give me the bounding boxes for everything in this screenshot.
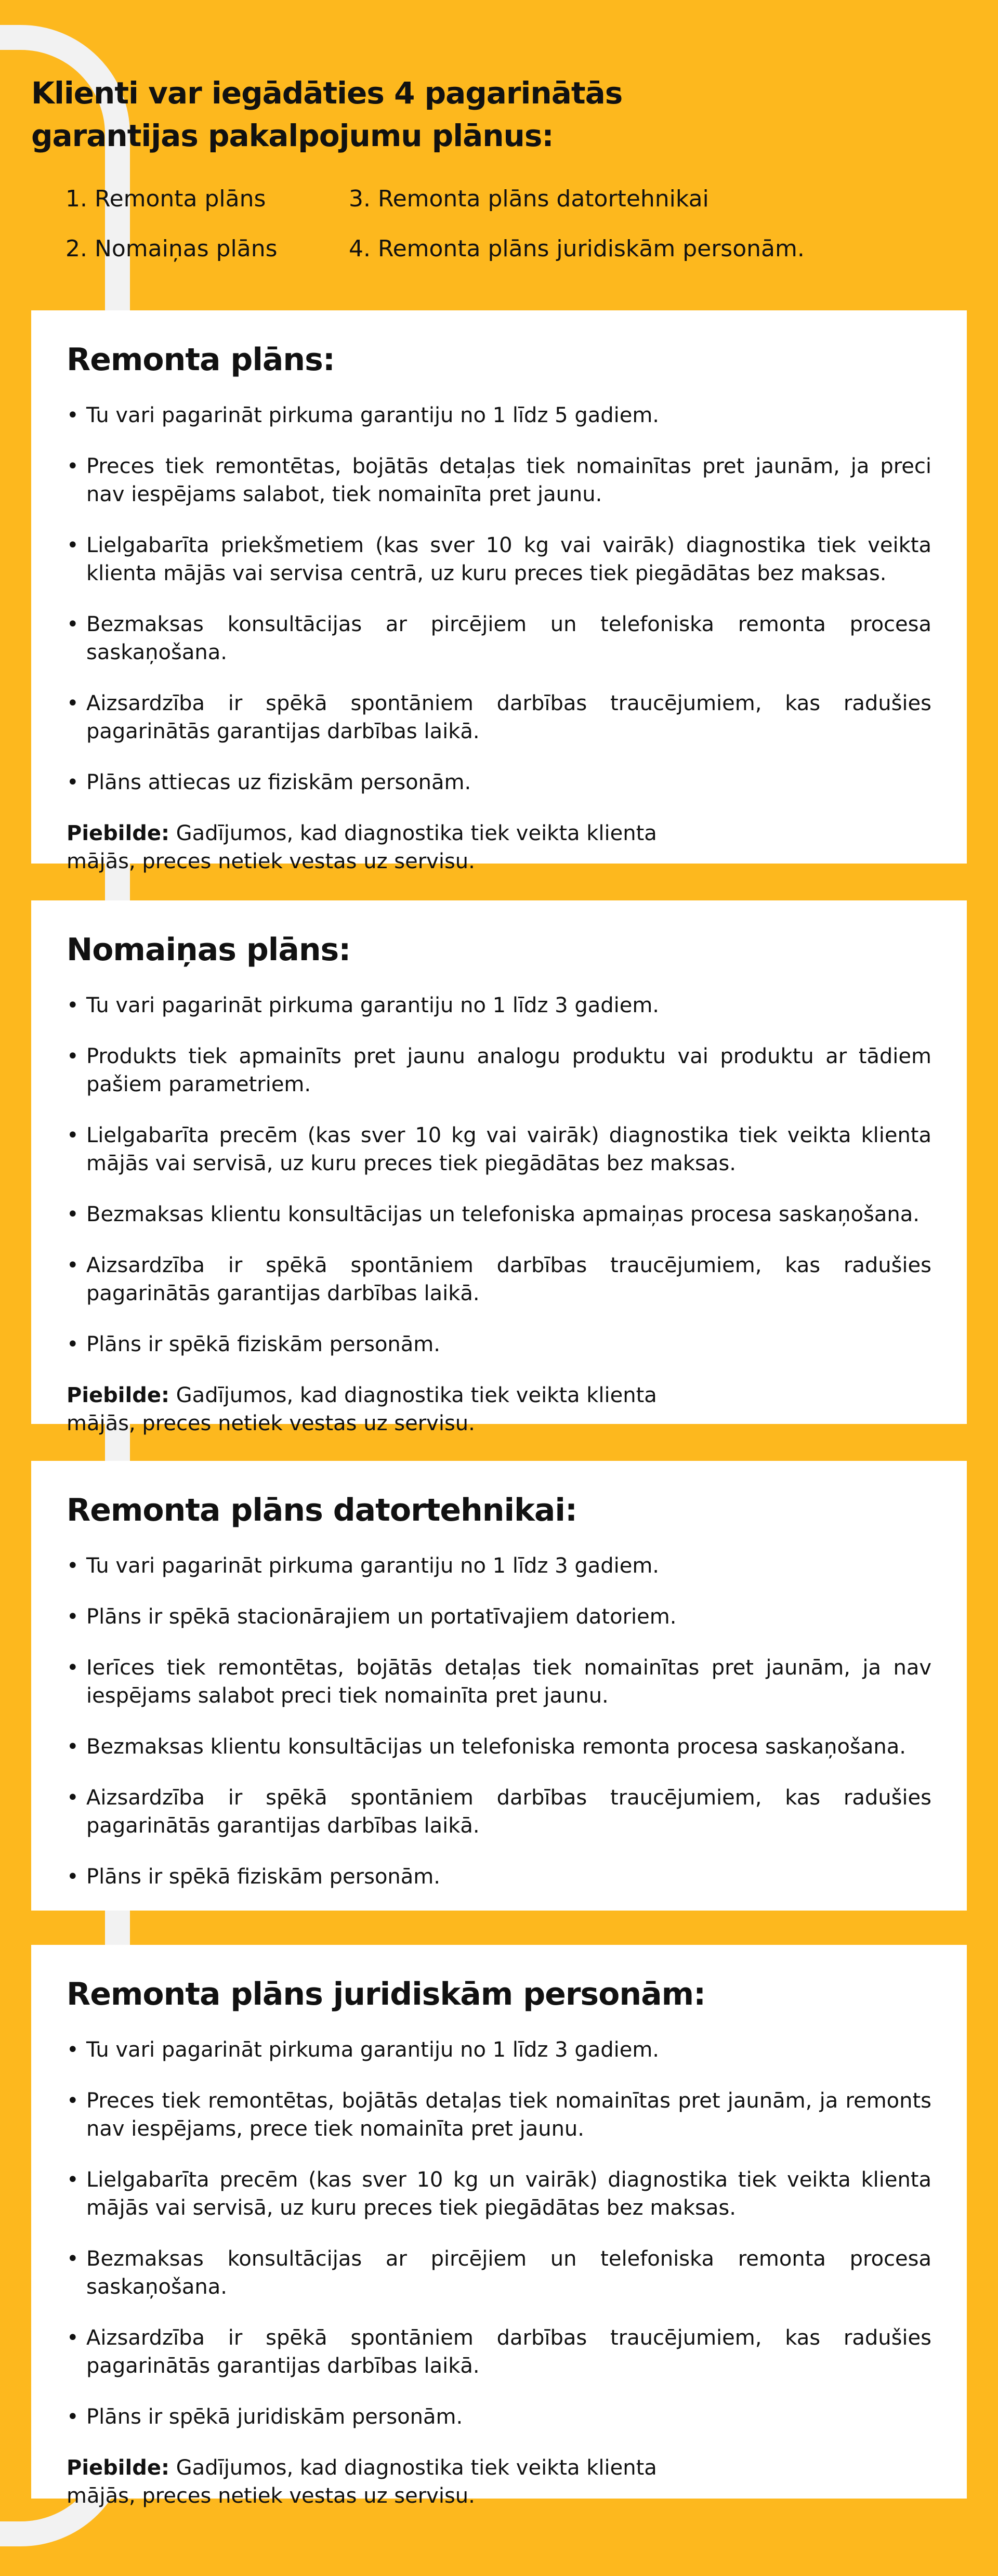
- plan-feature-item: • Lielgabarīta precēm (kas sver 10 kg un vairāk) diagnostika tiek veikta klienta mājās vai servisā, uz kuru preces tiek piegādātas bez maksas.: [67, 2166, 931, 2222]
- plan-card-computer-repair: [31, 1461, 967, 1911]
- plan-features-list: [67, 1552, 931, 1891]
- plan-feature-item: • Preces tiek remontētas, bojātās detaļas tiek nomainītas pret jaunām, ja remonts nav iespējams, prece tiek nomainīta pret jaunu.: [67, 2087, 931, 2143]
- plan-card-legal-entities: [31, 1945, 967, 2508]
- plan-list-item: 3. Remonta plāns datortehnikai: [349, 186, 709, 212]
- intro-section: [31, 72, 956, 262]
- plan-feature-item: • Plāns ir spēkā fiziskām personām.: [67, 1863, 931, 1891]
- plan-feature-item: • Lielgabarīta precēm (kas sver 10 kg vai vairāk) diagnostika tiek veikta klienta mājās vai servisā, uz kuru preces tiek piegādātas bez maksas.: [67, 1121, 931, 1178]
- note-label: Piebilde:: [67, 1383, 169, 1407]
- plan-feature-item: • Produkts tiek apmainīts pret jaunu analogu produktu vai produktu ar tādiem pašiem parametriem.: [67, 1042, 931, 1099]
- plan-note: [67, 819, 716, 875]
- plan-feature-item: • Aizsardzība ir spēkā spontāniem darbības traucējumiem, kas radušies pagarinātās garantijas darbības laikā.: [67, 2324, 931, 2380]
- plan-list-item: 4. Remonta plāns juridiskām personām.: [349, 236, 805, 262]
- plan-feature-item: • Aizsardzība ir spēkā spontāniem darbības traucējumiem, kas radušies pagarinātās garantijas darbības laikā.: [67, 1251, 931, 1307]
- plan-card-title: Remonta plāns:: [67, 342, 335, 378]
- plan-feature-item: • Lielgabarīta priekšmetiem (kas sver 10 kg vai vairāk) diagnostika tiek veikta klienta mājās vai servisa centrā, uz kuru preces tiek piegādātas bez maksas.: [67, 531, 931, 587]
- plan-card-replacement: [31, 900, 967, 1435]
- plan-card-title: Remonta plāns juridiskām personām:: [67, 1976, 706, 2012]
- plan-note: [67, 1381, 716, 1437]
- plan-list-item: 1. Remonta plāns: [65, 186, 266, 212]
- plan-list: [65, 186, 845, 262]
- note-label: Piebilde:: [67, 2456, 169, 2480]
- plan-list-item: 2. Nomaiņas plāns: [65, 236, 278, 262]
- plan-feature-item: • Tu vari pagarināt pirkuma garantiju no 1 līdz 3 gadiem.: [67, 2036, 931, 2064]
- note-text: Gadījumos, kad diagnostika tiek veikta klienta mājās, preces netiek vestas uz servisu.: [67, 1383, 657, 1435]
- plan-feature-item: • Tu vari pagarināt pirkuma garantiju no 1 līdz 3 gadiem.: [67, 1552, 931, 1580]
- plan-feature-item: • Ierīces tiek remontētas, bojātās detaļas tiek nomainītas pret jaunām, ja nav iespējams salabot preci tiek nomainīta pret jaunu.: [67, 1654, 931, 1710]
- plan-feature-item: • Tu vari pagarināt pirkuma garantiju no 1 līdz 5 gadiem.: [67, 401, 931, 429]
- plan-card-title: Remonta plāns datortehnikai:: [67, 1492, 577, 1528]
- note-text: Gadījumos, kad diagnostika tiek veikta klienta mājās, preces netiek vestas uz servisu.: [67, 821, 657, 873]
- plan-feature-item: • Bezmaksas konsultācijas ar pircējiem un telefoniska remonta procesa saskaņošana.: [67, 2245, 931, 2301]
- plan-feature-item: • Plāns ir spēkā fiziskām personām.: [67, 1330, 931, 1358]
- plan-features-list: [67, 991, 931, 1358]
- page-title: Klienti var iegādāties 4 pagarinātās garantijas pakalpojumu plānus:: [31, 75, 623, 153]
- plan-feature-item: • Aizsardzība ir spēkā spontāniem darbības traucējumiem, kas radušies pagarinātās garantijas darbības laikā.: [67, 1784, 931, 1840]
- plan-features-list: [67, 2036, 931, 2431]
- plan-card-repair: [31, 310, 967, 873]
- plan-feature-item: • Bezmaksas klientu konsultācijas un telefoniska apmaiņas procesa saskaņošana.: [67, 1200, 931, 1228]
- plan-feature-item: • Tu vari pagarināt pirkuma garantiju no 1 līdz 3 gadiem.: [67, 991, 931, 1019]
- plan-feature-item: • Plāns ir spēkā juridiskām personām.: [67, 2403, 931, 2431]
- plan-feature-item: • Bezmaksas konsultācijas ar pircējiem un telefoniska remonta procesa saskaņošana.: [67, 610, 931, 666]
- plan-feature-item: • Bezmaksas klientu konsultācijas un telefoniska remonta procesa saskaņošana.: [67, 1733, 931, 1761]
- note-text: Gadījumos, kad diagnostika tiek veikta klienta mājās, preces netiek vestas uz servisu.: [67, 2456, 657, 2508]
- plan-feature-item: • Plāns ir spēkā stacionārajiem un portatīvajiem datoriem.: [67, 1603, 931, 1631]
- plan-card-title: Nomaiņas plāns:: [67, 932, 351, 968]
- plan-feature-item: • Preces tiek remontētas, bojātās detaļas tiek nomainītas pret jaunām, ja preci nav iespējams salabot, tiek nomainīta pret jaunu.: [67, 452, 931, 508]
- plan-feature-item: • Aizsardzība ir spēkā spontāniem darbības traucējumiem, kas radušies pagarinātās garantijas darbības laikā.: [67, 689, 931, 746]
- plan-features-list: [67, 401, 931, 796]
- plan-feature-item: • Plāns attiecas uz fiziskām personām.: [67, 768, 931, 796]
- note-label: Piebilde:: [67, 821, 169, 845]
- plan-note: [67, 2454, 716, 2510]
